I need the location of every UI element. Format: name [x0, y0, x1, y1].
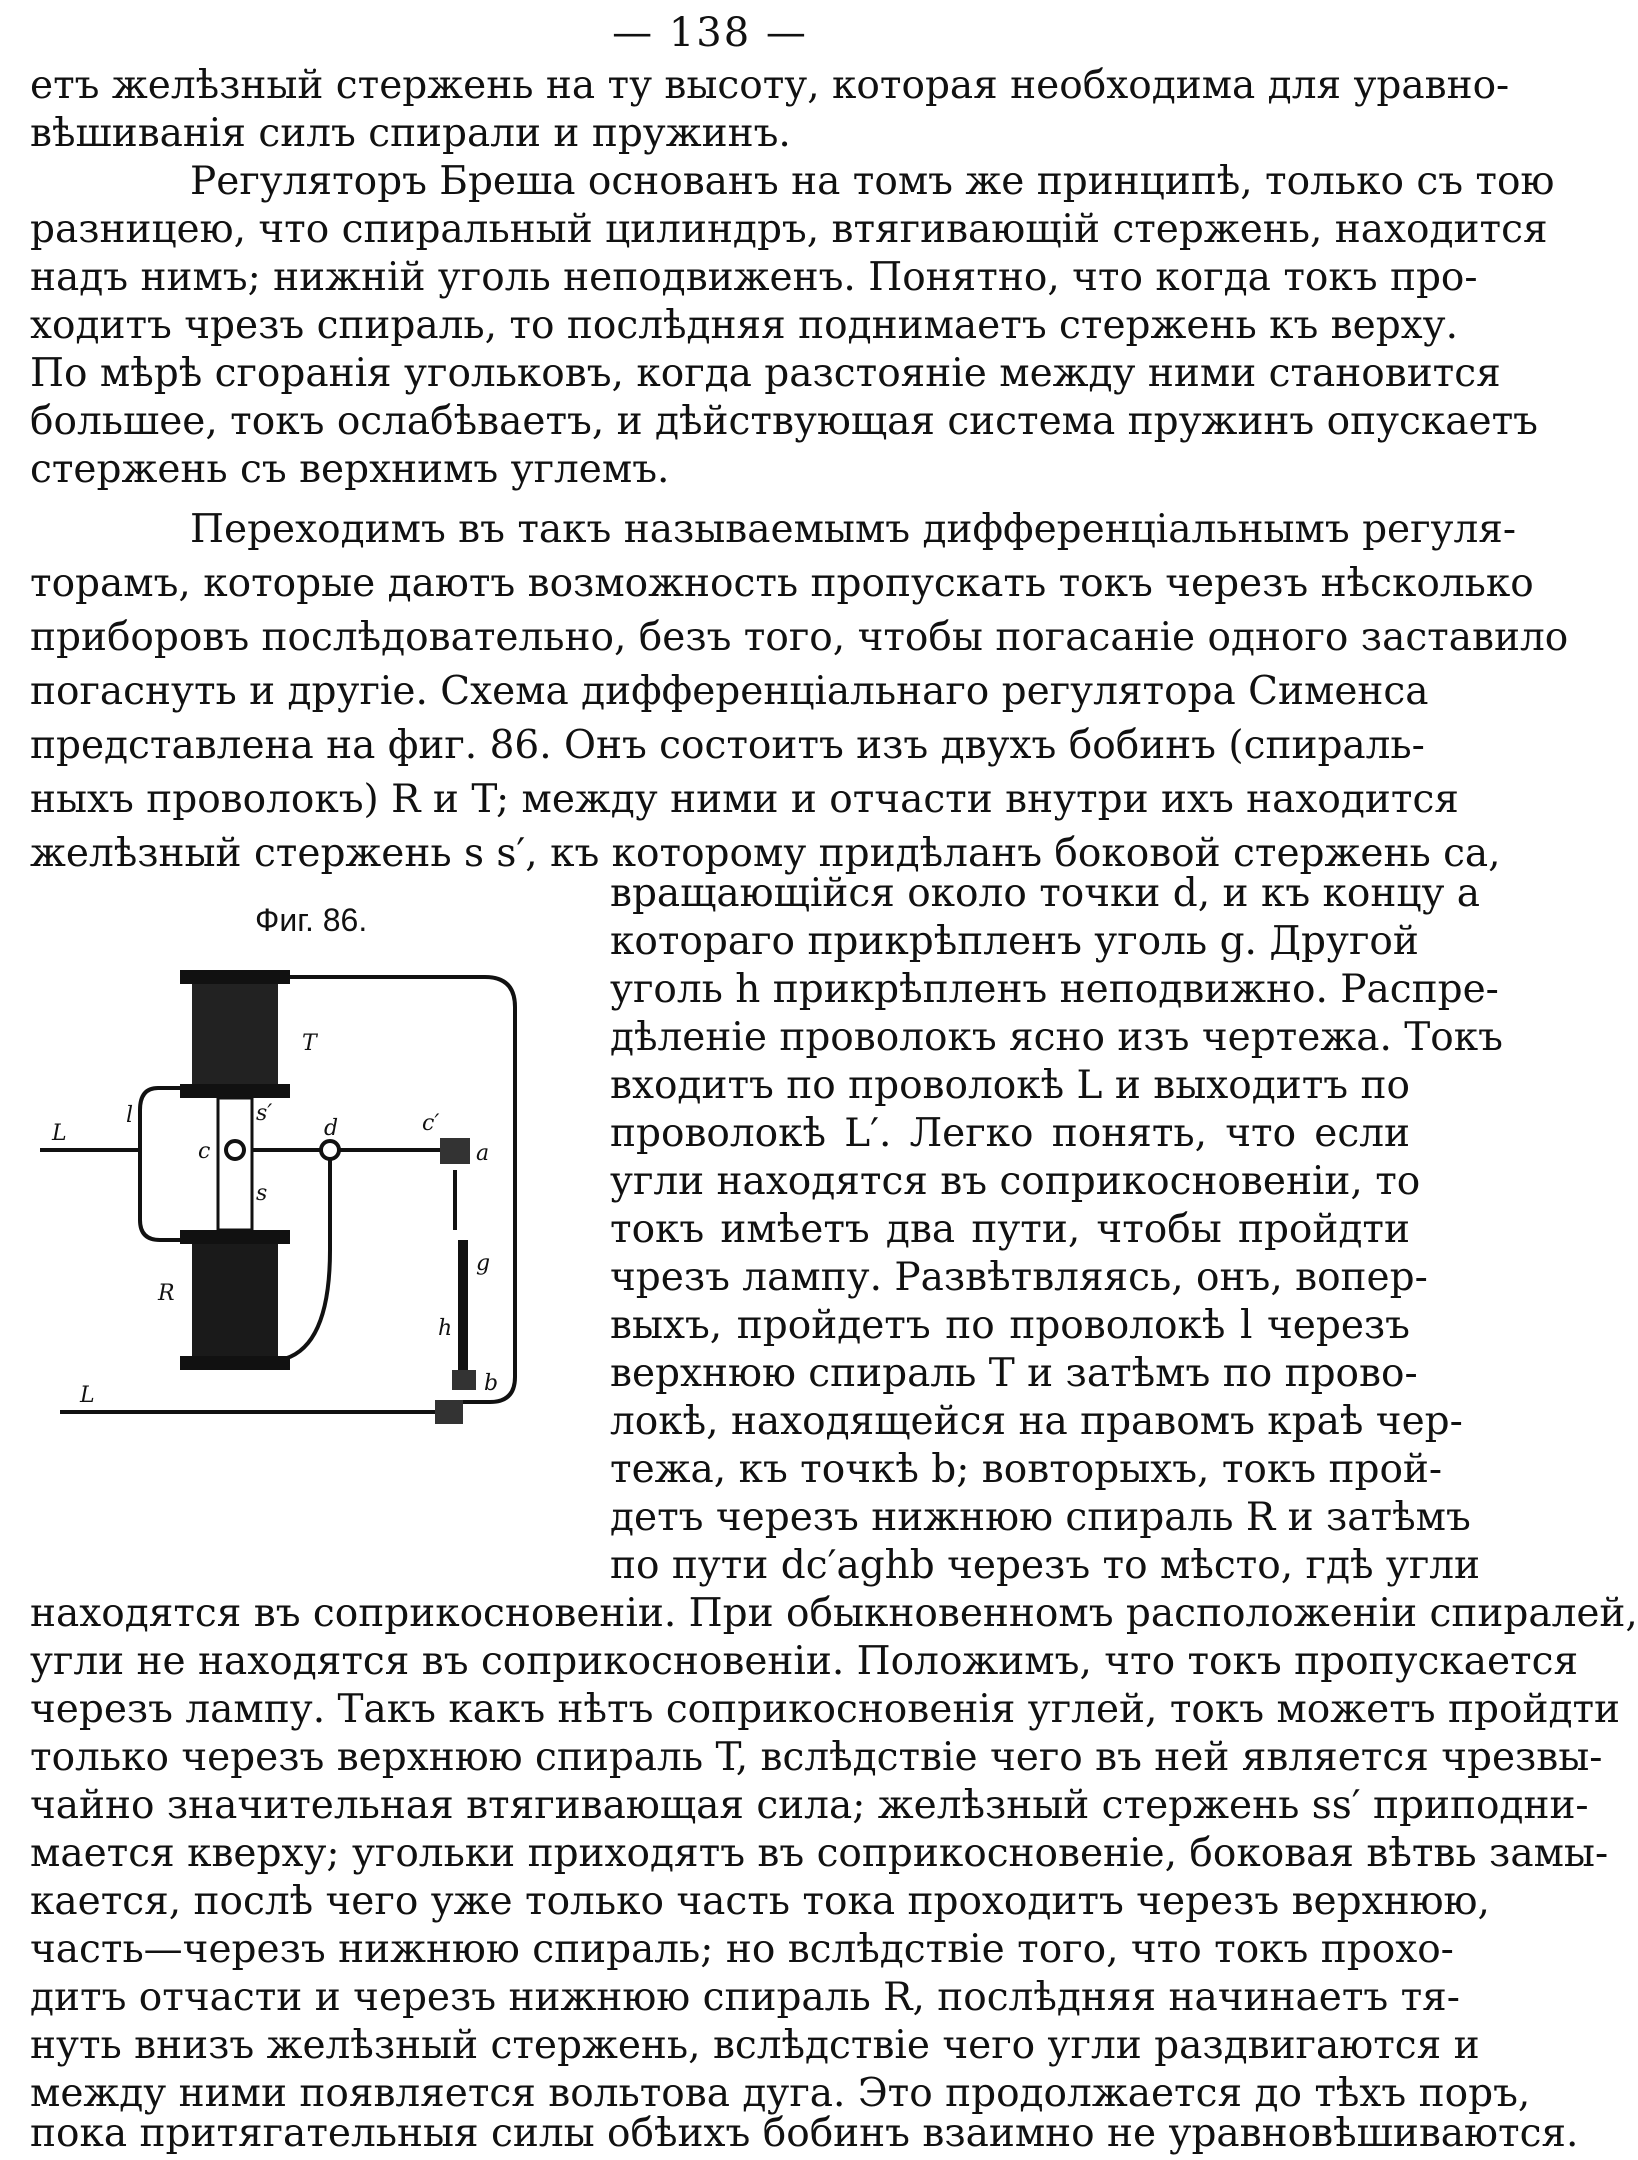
text-line: входитъ по проволокѣ L и выходитъ по: [610, 1063, 1410, 1108]
coil-r: [180, 1230, 290, 1370]
text-line: стержень съ верхнимъ углемъ.: [30, 447, 670, 492]
regulator-diagram: [40, 950, 600, 1490]
clamp-b: [452, 1370, 476, 1390]
figure-caption: Фиг. 86.: [255, 902, 368, 938]
label-d: d: [324, 1116, 339, 1141]
label-l: l: [126, 1103, 134, 1128]
text-line: представлена на фиг. 86. Онъ состоитъ изъ двухъ бобинъ (спираль-: [30, 723, 1425, 768]
pivot-d: [321, 1141, 339, 1159]
text-line: уголь h прикрѣпленъ неподвижно. Распре-: [610, 967, 1499, 1012]
text-line: Регуляторъ Бреша основанъ на томъ же принципѣ, только съ тою: [190, 159, 1555, 204]
text-line: только черезъ верхнюю спираль T, вслѣдствіе чего въ ней является чрезвы-: [30, 1735, 1603, 1780]
label-b: b: [484, 1371, 499, 1396]
text-line: кается, послѣ чего уже только часть тока проходитъ черезъ верхнюю,: [30, 1879, 1490, 1924]
text-line: По мѣрѣ сгоранія угольковъ, когда разстояніе между ними становится: [30, 351, 1501, 396]
iron-rod: [218, 1098, 252, 1230]
text-line: вращающійся около точки d, и къ концу a: [610, 871, 1481, 916]
label-s-prime: s′: [256, 1101, 273, 1126]
wire-l: [140, 1088, 185, 1240]
text-line: детъ черезъ нижнюю спираль R и затѣмъ: [610, 1495, 1471, 1540]
carbon-h: [458, 1280, 468, 1370]
text-line: погаснуть и другіе. Схема дифференціальнаго регулятора Сименса: [30, 669, 1429, 714]
terminal-bottom: [435, 1400, 463, 1424]
label-a: a: [476, 1141, 490, 1166]
text-line: нуть внизъ желѣзный стержень, вслѣдствіе чего угли раздвигаются и: [30, 2023, 1480, 2068]
text-line: большее, токъ ослабѣваетъ, и дѣйствующая система пружинъ опускаетъ: [30, 399, 1538, 444]
page-number: — 138 —: [612, 10, 808, 56]
text-line: находятся въ соприкосновеніи. При обыкновенномъ расположеніи спиралей,: [30, 1591, 1638, 1636]
text-line: токъ имѣетъ два пути, чтобы пройдти: [610, 1207, 1410, 1252]
text-line: угли находятся въ соприкосновеніи, то: [610, 1159, 1421, 1204]
text-line: проволокѣ L′. Легко понять, что если: [610, 1111, 1410, 1156]
label-l-left: L: [52, 1121, 67, 1146]
text-line: дитъ отчасти и черезъ нижнюю спираль R, послѣдняя начинаетъ тя-: [30, 1975, 1460, 2020]
label-g: g: [476, 1251, 491, 1276]
text-line: чрезъ лампу. Развѣтвляясь, онъ, вопер-: [610, 1255, 1428, 1300]
text-line: чайно значительная втягивающая сила; желѣзный стержень ss′ приподни-: [30, 1783, 1589, 1828]
text-line: пока притягательныя силы обѣихъ бобинъ взаимно не уравновѣшиваются.: [30, 2111, 1579, 2156]
text-line: верхнюю спираль T и затѣмъ по прово-: [610, 1351, 1418, 1396]
text-line: ныхъ проволокъ) R и T; между ними и отчасти внутри ихъ находится: [30, 777, 1459, 822]
wire-R-d: [280, 1160, 330, 1360]
pivot-c: [226, 1141, 244, 1159]
text-line: выхъ, пройдетъ по проволокѣ l черезъ: [610, 1303, 1410, 1348]
text-line: приборовъ послѣдовательно, безъ того, чтобы погасаніе одного заставило: [30, 615, 1569, 660]
text-line: разницею, что спиральный цилиндръ, втягивающій стержень, находится: [30, 207, 1548, 252]
label-h: h: [438, 1316, 453, 1341]
text-line: между ними появляется вольтова дуга. Это продолжается до тѣхъ поръ,: [30, 2071, 1531, 2116]
label-r: R: [158, 1281, 175, 1306]
text-line: торамъ, которые даютъ возможность пропускать токъ черезъ нѣсколько: [30, 561, 1534, 606]
clamp-a: [440, 1138, 470, 1164]
text-line: тежа, къ точкѣ b; вовторыхъ, токъ прой-: [610, 1447, 1443, 1492]
label-c-prime: c′: [422, 1111, 440, 1136]
text-line: часть—черезъ нижнюю спираль; но вслѣдствіе того, что токъ прохо-: [30, 1927, 1454, 1972]
text-line: локѣ, находящейся на правомъ краѣ чер-: [610, 1399, 1463, 1444]
label-s: s: [256, 1181, 268, 1206]
text-line: дѣленіе проволокъ ясно изъ чертежа. Токъ: [610, 1015, 1503, 1060]
text-line: Переходимъ въ такъ называемымъ дифференціальнымъ регуля-: [190, 507, 1517, 552]
text-line: по пути dc′aghb черезъ то мѣсто, гдѣ угли: [610, 1543, 1481, 1588]
text-line: етъ желѣзный стержень на ту высоту, которая необходима для уравно-: [30, 63, 1510, 108]
label-c: c: [198, 1139, 211, 1164]
coil-t: [180, 970, 290, 1098]
text-line: надъ нимъ; нижній уголь неподвиженъ. Понятно, что когда токъ про-: [30, 255, 1478, 300]
text-line: ходитъ чрезъ спираль, то послѣдняя поднимаетъ стержень къ верху.: [30, 303, 1458, 348]
label-t: T: [302, 1031, 317, 1056]
text-line: угли не находятся въ соприкосновеніи. Положимъ, что токъ пропускается: [30, 1639, 1579, 1684]
text-line: котораго прикрѣпленъ уголь g. Другой: [610, 919, 1419, 964]
text-line: мается кверху; угольки приходятъ въ соприкосновеніе, боковая вѣтвь замы-: [30, 1831, 1609, 1876]
text-line: черезъ лампу. Такъ какъ нѣтъ соприкосновенія углей, токъ можетъ пройдти: [30, 1687, 1621, 1732]
text-line: желѣзный стержень s s′, къ которому придѣланъ боковой стержень ca,: [30, 831, 1501, 876]
text-line: вѣшиванія силъ спирали и пружинъ.: [30, 111, 791, 156]
label-l-bottom: L: [80, 1383, 95, 1408]
